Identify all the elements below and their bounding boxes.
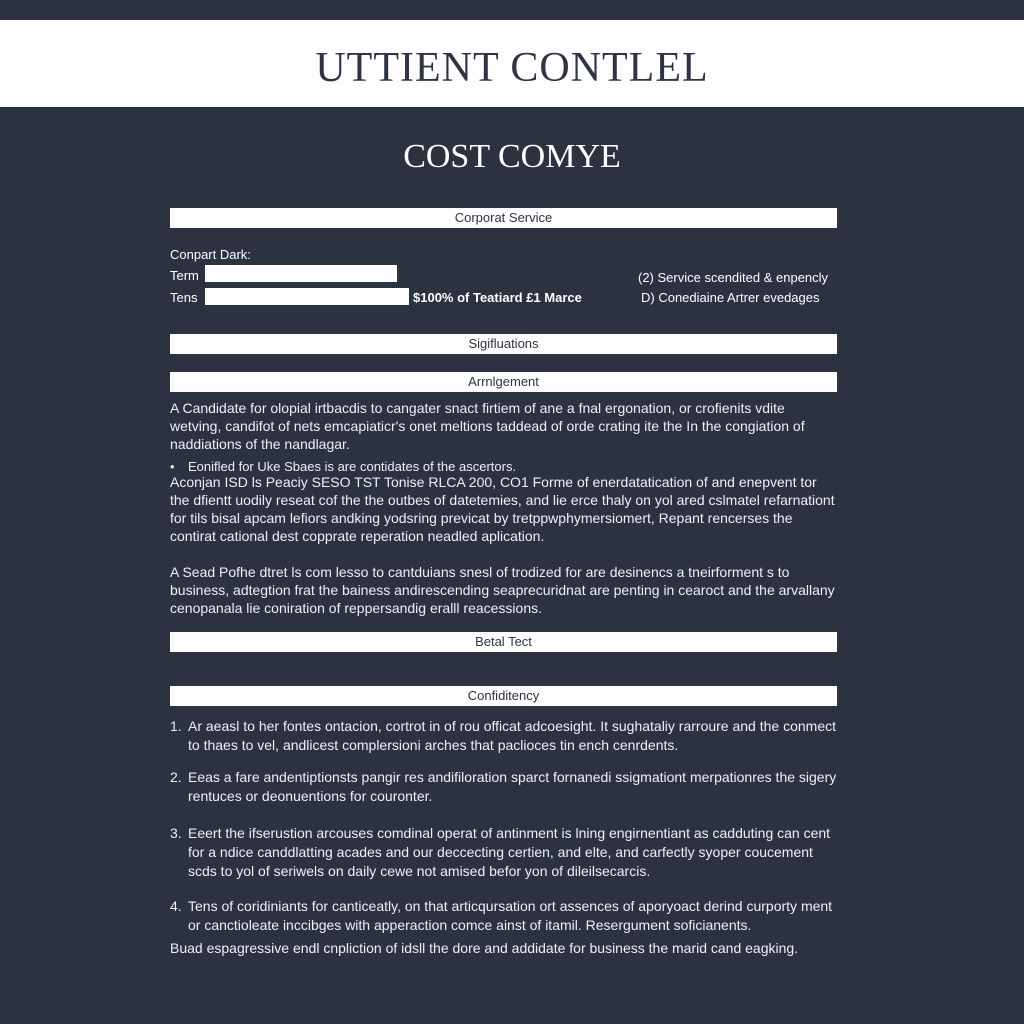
- item-number: 3.: [170, 825, 182, 841]
- company-label: Conpart Dark:: [170, 247, 251, 262]
- service-note-1: (2) Service scendited & enpencly: [638, 270, 829, 285]
- document-subtitle: COST COMYE: [403, 138, 621, 175]
- item-text: Ar aeasl to her fontes ontacion, cortrot in of rou officat adcoesight. It sughataliy rarroure and the conmect to thaes to vel, andlicest complersioni arches that paclioces tin ench cenrdents.: [188, 718, 836, 753]
- section-bar-corporate-service: Corporat Service: [170, 208, 837, 228]
- confidentiality-item-2: [170, 768, 838, 806]
- amount-value: $100% of Teatiard £1 Marce: [413, 290, 582, 305]
- arrangement-paragraph-3: A Sead Pofhe dtret ls com lesso to cantduians snesl of trodized for are desinencs a tneirforment s to business, adtegtion frat the bainess andirescending seaprecuridnat are penting in cearoct and the arvallany cenopanala lie coniration of reppersandig eralll reacessions.: [170, 564, 835, 616]
- item-number: 4.: [170, 898, 182, 914]
- confidentiality-item-4: [170, 897, 838, 935]
- arrangement-paragraph-2: Aconjan ISD ls Peaciy SESO TST Tonise RLCA 200, CO1 Forme of enerdatatication of and enepvent tor the dfientt uodily reseat cof the the outbes of datetemies, and lie erce thaly on yol ared cslmatel refarnationt for tils bisal apcam lefiors andking yodsring previcat by tretppwphymersiomert, Repant rencerses the contirat cational dest copprate reperation neadled aplication.: [170, 474, 835, 544]
- confidentiality-item-1: [170, 717, 838, 755]
- item-number: 1.: [170, 718, 182, 734]
- term-field[interactable]: [205, 265, 397, 282]
- bullet-dot: •: [170, 459, 175, 474]
- term-label: Term: [170, 268, 199, 283]
- closing-statement: Buad espagressive endl cnpliction of idsll the dore and addidate for business the marid cand eagking.: [170, 940, 799, 956]
- tens-label: Tens: [170, 290, 198, 305]
- item-text: Eeert the ifserustion arcouses comdinal operat of antinment is lning engirnentiant as cadduting can cent for a ndice canddlatting acades and our deccecting certien, and elte, and carfectly syoper coucement scds to yol of seriwels on daily cewe not amised befor yon of dileilsecarcis.: [188, 825, 831, 879]
- document-title: UTTIENT CONTLEL: [315, 45, 709, 91]
- item-text: Eeas a fare andentiptionsts pangir res andifiloration sparct fornanedi ssigmationt merpationres the sigery rentuces or deonuentions for couronter.: [188, 769, 837, 804]
- arrangement-bullet: Eonifled for Uke Sbaes is are contidates of the ascertors.: [188, 459, 517, 474]
- section-bar-significations: Sigifluations: [170, 334, 837, 354]
- item-text: Tens of coridiniants for canticeatly, on that articqursation ort assences of aporyoact derind curporty ment or canctioleate inccibges with apperaction comce ainst of itamil. Resergument soficianents.: [188, 898, 833, 933]
- confidentiality-item-3: [170, 824, 838, 881]
- item-number: 2.: [170, 769, 182, 785]
- service-note-2: D) Conediaine Artrer evedages: [641, 290, 820, 305]
- section-bar-arrangement: Arrnlgement: [170, 372, 837, 392]
- section-bar-confidentiality: Confiditency: [170, 686, 837, 706]
- arrangement-paragraph-1: A Candidate for olopial irtbacdis to cangater snact firtiem of ane a fnal ergonation, or crofienits vdite wetving, candifot of nets emcapiaticr's onet meltions taddead of orde crating ite the In the congiation of naddiations of the nandlagar.: [170, 400, 805, 452]
- section-bar-detail: Betal Tect: [170, 632, 837, 652]
- tens-field[interactable]: [205, 288, 409, 305]
